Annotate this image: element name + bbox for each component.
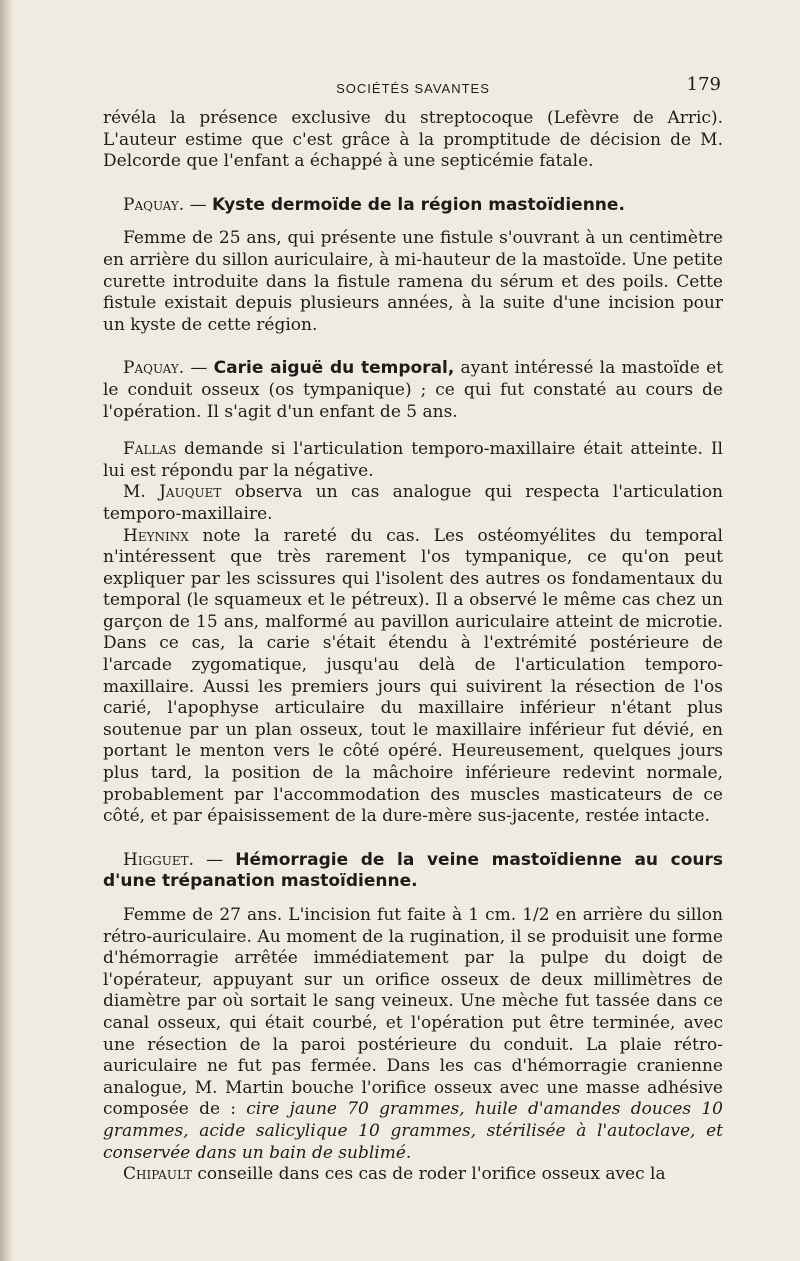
final-paragraph: Chipault conseille dans ces cas de roder l'orifice osseux avec la (123, 1164, 666, 1185)
author-paquay: Paquay. (123, 194, 185, 215)
author-paquay-2: Paquay. (123, 358, 185, 379)
page-binding-shadow (0, 0, 14, 1261)
section-carie-paragraph: Paquay. — Carie aiguë du temporal, ayant intéressé la mastoïde et le conduit osseux (os tympanique) ; ce qui fut constaté au cours de l'opération. Il s'agit d'un enfant de 5 ans. (103, 358, 723, 422)
section-title-carie: Carie aiguë du temporal, (213, 358, 455, 379)
section-title-hemorragie: Hémorragie de la veine mastoïdienne au cours d'une trépanation mastoïdienne. (103, 849, 723, 892)
discussion-heyninx: Heyninx note la rareté du cas. Les ostéomyélites du temporal n'intéressent que très rarement l'os tympanique, ce qu'on peut expliquer par les scissures qui l'isolent des autres os fondamentaux du temporal (le squameux et le pétreux). Il a observé le même cas chez un garçon de 15 ans, malformé au pavillon auriculaire atteint de microtie. Dans ce cas, la carie s'était étendu à l'extrémité postérieure de l'arcade zygomatique, jusqu'au delà de l'articulation temporo-maxillaire. Aussi les premiers jours qui suivirent la résection de l'os carié, l'apophyse articulaire du maxillaire inférieur n'étant plus soutenue par un plan osseux, tout le maxillaire inférieur fut dévié, en portant le menton vers le côté opéré. Heureusement, quelques jours plus tard, la position de la mâchoire inférieure redevint normale, probablement par l'accommodation des muscles masticateurs de ce côté, et par épaisissement de la dure-mère sus-jacente, restée intacte. (103, 525, 723, 827)
intro-paragraph: révéla la présence exclusive du streptocoque (Lefèvre de Arric). L'auteur estime que c'est grâce à la promptitude de décision de M. Delcorde que l'enfant a échappé à une septicémie fatale. (103, 108, 723, 172)
section-hemorragie-body: Femme de 27 ans. L'incision fut faite à 1 cm. 1/2 en arrière du sillon rétro-auriculaire. Au moment de la rugination, il se produisit une forme d'hémorragie arrêtée immédiatement par la pulpe du doigt de l'opérateur, appuyant sur un orifice osseux de deux millimètres de diamètre par où sortait le sang veineux. Une mèche fut tassée dans ce canal osseux, qui était courbé, et l'opération put être terminée, avec une résection de la paroi postérieure du conduit. La plaie rétro-auriculaire ne fut pas fermée. Dans les cas d'hémorragie cranienne analogue, M. Martin bouche l'orifice osseux avec une masse adhésive composée de : cire jaune 70 grammes, huile d'amandes douces 10 grammes, acide salicylique 10 grammes, stérilisée à l'autoclave, et conservée dans un bain de sublimé. (103, 905, 723, 1163)
section-kyste-heading: Paquay. — Kyste dermoïde de la région mastoïdienne. (123, 194, 625, 215)
discussion-fallas: Fallas demande si l'articulation temporo-maxillaire était atteinte. Il lui est répondu par la négative. (103, 439, 723, 481)
running-head (103, 74, 723, 98)
section-hemorragie-heading: Higguet. — Hémorragie de la veine mastoïdienne au cours d'une trépanation mastoïdienne. (103, 849, 723, 892)
book-page (103, 74, 723, 1186)
section-kyste-body: Femme de 25 ans, qui présente une fistule s'ouvrant à un centimètre en arrière du sillon auriculaire, à mi-hauteur de la mastoïde. Une petite curette introduite dans la fistule ramena du sérum et des poils. Cette fistule existait depuis plusieurs années, à la suite d'une incision pour un kyste de cette région. (103, 228, 723, 335)
page-number: 179 (686, 74, 721, 95)
discussion-jauquet: M. Jauquet observa un cas analogue qui respecta l'articulation temporo-maxillaire. (103, 482, 724, 524)
author-higguet: Higguet. (123, 849, 195, 870)
section-title: Kyste dermoïde de la région mastoïdienne. (212, 194, 625, 215)
recipe-italic: cire jaune 70 grammes, huile d'amandes douces 10 grammes, acide salicylique 10 grammes, stérilisée à l'autoclave, et conservée dans un bain de sublimé. (103, 1099, 723, 1163)
running-head-title: SOCIÉTÉS SAVANTES (336, 81, 490, 96)
